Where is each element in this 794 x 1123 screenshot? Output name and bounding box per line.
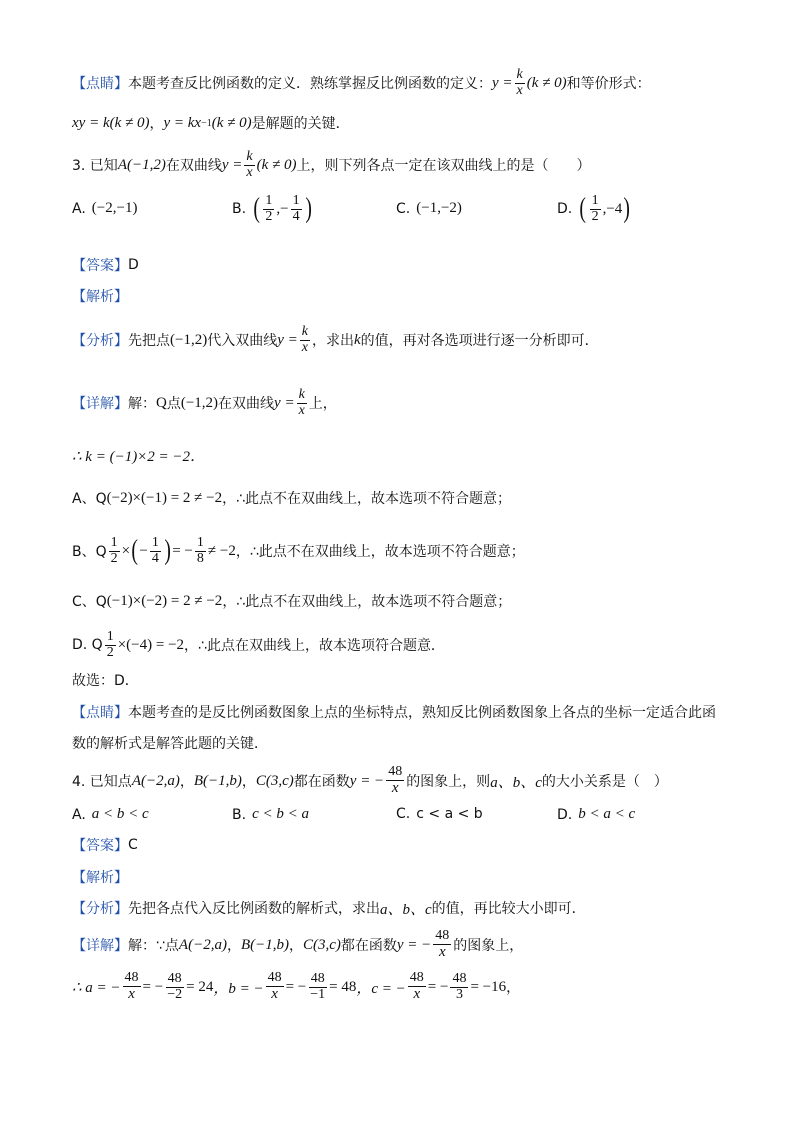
q3-fraction xyxy=(244,150,254,180)
calc-result-a: = 24 xyxy=(186,978,214,995)
frac-den: x xyxy=(271,985,278,1002)
frac-num: 1 xyxy=(292,193,300,208)
note-text-3: 是解题的关键． xyxy=(251,116,350,132)
xiangjie-point-a: A(−2,a) xyxy=(178,936,227,953)
q4-fraction xyxy=(386,765,404,796)
q3-step-c xyxy=(72,586,754,616)
q3-dianjing-1 xyxy=(72,697,754,727)
q4-xiangjie xyxy=(72,926,754,964)
note-text-1: 本题考查反比例函数的定义．熟练掌握反比例函数的定义： xyxy=(128,76,492,92)
frac-den: 2 xyxy=(265,208,273,224)
xiangjie-fraction xyxy=(297,388,307,418)
frac-num: 48 xyxy=(409,970,424,986)
separator: ， xyxy=(149,116,164,132)
equals: = − xyxy=(285,978,307,995)
formula-cond-2: (k ≠ 0) xyxy=(211,114,252,131)
note-text-2: 和等价形式： xyxy=(566,76,651,92)
xiangjie-text-a: 解：∵点 xyxy=(128,938,179,954)
option-value: (−2,−1) xyxy=(91,200,138,216)
separator: ， xyxy=(226,938,241,954)
fenxi-text-b: 代入双曲线 xyxy=(207,333,278,349)
equals: = − xyxy=(142,978,164,995)
fenxi-vars: a、b、c xyxy=(380,901,432,918)
not-equal: ≠ −2 xyxy=(207,542,236,559)
step-prefix: C、Q xyxy=(72,594,107,610)
fenxi-point: (−1,2) xyxy=(170,331,208,348)
option-value: c < a < b xyxy=(416,806,483,822)
xiangjie-text-c: 的图象上， xyxy=(453,938,524,954)
frac-den: x xyxy=(413,985,421,1002)
step-math: (−2)×(−1) = 2 ≠ −2 xyxy=(106,489,223,506)
frac-num: 48 xyxy=(388,764,403,780)
q3-dianjing-2 xyxy=(72,728,754,758)
frac-num: 1 xyxy=(196,534,204,550)
formula-cond: (k ≠ 0) xyxy=(526,74,567,91)
fraction xyxy=(263,194,274,224)
q4-option-b xyxy=(232,806,309,823)
xiangjie-tag: 【详解】 xyxy=(72,396,128,412)
q4-fenxi xyxy=(72,893,754,923)
calc-end: ， xyxy=(506,980,521,996)
q3-step-a xyxy=(72,483,754,513)
frac-den: x xyxy=(246,164,253,180)
option-value: (−1,−2) xyxy=(416,200,462,216)
left-paren: ( xyxy=(131,535,139,566)
option-value: c < b < a xyxy=(252,806,309,822)
xiangjie-text-a: 解： xyxy=(128,396,156,412)
step-k: ∴ k = (−1)×2 = −2． xyxy=(72,448,206,465)
q3-option-d xyxy=(557,194,632,224)
option-label: B. xyxy=(232,201,247,218)
step-prefix: B、Q xyxy=(72,544,107,560)
formula-y: y = xyxy=(492,74,513,91)
frac-den: x xyxy=(391,779,399,796)
fenxi-text-b: 的值，再比较大小即可． xyxy=(431,901,586,917)
answer-tag: 【答案】 xyxy=(72,258,128,274)
q4-option-a xyxy=(72,806,149,823)
formula-kx: y = kx xyxy=(163,114,202,131)
option-label: D. xyxy=(557,201,573,218)
q4-point-b: B(−1,b) xyxy=(193,772,242,789)
fraction xyxy=(408,971,426,1002)
fraction xyxy=(590,194,601,224)
xiangjie-text-d: 上， xyxy=(308,396,337,412)
times-symbol: × xyxy=(121,542,131,559)
frac-den: 4 xyxy=(151,550,159,566)
answer-value: C xyxy=(128,837,138,853)
frac-den: x xyxy=(128,985,135,1002)
dianjing-text-1: 本题考查的是反比例函数图象上点的坐标特点，熟知反比例函数图象上各点的坐标一定适合此函 xyxy=(128,705,716,721)
calc-c: ，c = − xyxy=(356,980,406,997)
step-math: (−1)×(−2) = 2 ≠ −2 xyxy=(106,592,223,609)
step-prefix: A、Q xyxy=(72,491,107,507)
q3-cond: (k ≠ 0) xyxy=(256,156,297,173)
fraction xyxy=(450,972,468,1002)
q3-option-b xyxy=(232,194,313,224)
because-symbol: Q xyxy=(156,394,167,411)
q4-option-d xyxy=(557,806,635,823)
step-conclusion: ，∴此点不在双曲线上，故本选项不符合题意； xyxy=(222,491,512,507)
fraction xyxy=(291,194,302,224)
q3-answer xyxy=(72,250,754,280)
q4-answer xyxy=(72,830,754,860)
xiangjie-formula-y: y = xyxy=(274,394,295,411)
left-paren: ( xyxy=(579,193,587,225)
formula-xy: xy = k(k ≠ 0) xyxy=(72,114,150,131)
option-label: A. xyxy=(72,200,86,217)
frac-num: 48 xyxy=(167,970,182,986)
note-line-1 xyxy=(72,68,754,98)
fenxi-text-c: ，求出 xyxy=(311,333,354,349)
right-paren: ) xyxy=(164,535,171,566)
separator: ， xyxy=(179,774,194,790)
q3-choose xyxy=(72,665,754,695)
frac-num: k xyxy=(516,66,523,82)
xiangjie-point: (−1,2) xyxy=(180,394,219,411)
calc-result-c: = −16 xyxy=(470,978,507,995)
dianjing-text-2: 数的解析式是解答此题的关键． xyxy=(72,736,268,752)
frac-num: 48 xyxy=(267,970,282,986)
frac-den: x xyxy=(438,943,446,960)
frac-num: k xyxy=(301,323,308,339)
analysis-tag: 【解析】 xyxy=(72,289,128,305)
fraction xyxy=(109,536,120,566)
fraction xyxy=(150,536,161,566)
xiangjie-point-b: B(−1,b) xyxy=(240,936,289,953)
fenxi-formula-y: y = xyxy=(277,331,298,348)
analysis-tag: 【解析】 xyxy=(72,870,128,886)
xiangjie-tag: 【详解】 xyxy=(72,938,128,954)
answer-tag: 【答案】 xyxy=(72,838,128,854)
fraction xyxy=(123,971,141,1002)
choose-text: 故选：D． xyxy=(72,673,139,689)
step-conclusion: ，∴此点在双曲线上，故本选项符合题意． xyxy=(184,638,445,654)
frac-num: 48 xyxy=(452,970,467,986)
frac-num: 1 xyxy=(591,193,599,208)
q3-stem-c: 上，则下列各点一定在该双曲线上的是（ ） xyxy=(296,158,591,174)
step-conclusion: ，∴此点不在双曲线上，故本选项不符合题意； xyxy=(235,544,525,560)
right-paren: ) xyxy=(623,193,631,225)
frac-den: 2 xyxy=(106,644,114,660)
option-label: C. xyxy=(396,200,411,217)
frac-den: 3 xyxy=(455,986,463,1002)
q3-point: A(−1,2) xyxy=(117,156,166,173)
q4-stem-c: 的图象上，则 xyxy=(406,774,491,790)
frac-num: 1 xyxy=(106,628,114,644)
q3-stem-a: 3. 已知 xyxy=(72,158,118,174)
option-value: a < b < c xyxy=(91,806,149,822)
q4-stem-d: 的大小关系是（ ） xyxy=(541,774,668,790)
calc-result-b: = 48 xyxy=(329,978,357,995)
q3-stem xyxy=(72,150,754,180)
q4-calc xyxy=(72,966,754,1008)
equals: = − xyxy=(172,542,193,559)
fenxi-text-a: 先把点 xyxy=(128,333,170,349)
fraction xyxy=(308,972,327,1002)
equals: = − xyxy=(427,978,449,995)
option-label: B. xyxy=(232,806,247,823)
frac-num: k xyxy=(298,386,305,402)
frac-den: 8 xyxy=(196,550,204,566)
frac-den: 4 xyxy=(292,208,300,224)
xiangjie-fraction xyxy=(433,929,451,960)
fenxi-k: k xyxy=(353,331,361,348)
fenxi-text-d: 的值，再对各选项进行逐一分析即可． xyxy=(360,333,599,349)
fenxi-text-a: 先把各点代入反比例函数的解析式，求出 xyxy=(128,901,380,917)
frac-num: 48 xyxy=(124,970,139,986)
note-line-2 xyxy=(72,108,754,138)
q3-fenxi xyxy=(72,325,754,355)
minus-sign: − xyxy=(139,542,148,559)
separator: ， xyxy=(241,774,256,790)
frac-den: x xyxy=(516,82,523,98)
frac-den: −2 xyxy=(167,986,183,1002)
xiangjie-text-b: 点 xyxy=(166,396,181,412)
frac-den: x xyxy=(298,402,305,418)
fraction xyxy=(266,971,284,1002)
frac-num: 1 xyxy=(265,193,273,208)
q3-analysis-label xyxy=(72,281,754,311)
q3-option-c xyxy=(396,200,462,217)
answer-value: D xyxy=(128,257,139,273)
q4-stem-a: 4. 已知点 xyxy=(72,774,132,790)
q4-point-c: C(3,c) xyxy=(255,772,294,789)
fenxi-tag: 【分析】 xyxy=(72,901,128,917)
left-paren: ( xyxy=(253,193,260,225)
xiangjie-formula-y: y = − xyxy=(396,936,432,953)
q4-vars: a、b、c xyxy=(490,774,542,791)
step-prefix: D. Q xyxy=(72,637,103,653)
q3-xiangjie xyxy=(72,388,754,418)
frac-den: −1 xyxy=(310,986,326,1002)
q4-analysis-label xyxy=(72,862,754,892)
right-paren: ) xyxy=(305,193,312,225)
q3-step-b xyxy=(72,530,754,572)
fraction xyxy=(105,630,116,660)
q3-step-d xyxy=(72,624,754,666)
dianjing-tag: 【点睛】 xyxy=(72,705,128,721)
frac-den: 2 xyxy=(110,550,118,566)
option-label: D. xyxy=(557,806,573,823)
separator: ， xyxy=(288,938,303,954)
q3-step-k xyxy=(72,440,754,470)
frac-num: 1 xyxy=(110,534,118,550)
xiangjie-point-c: C(3,c) xyxy=(302,936,341,953)
xiangjie-text-b: 都在函数 xyxy=(340,938,397,954)
xiangjie-text-c: 在双曲线 xyxy=(218,396,275,412)
q3-stem-b: 在双曲线 xyxy=(165,158,222,174)
frac-num: 1 xyxy=(151,534,159,550)
step-conclusion: ，∴此点不在双曲线上，故本选项不符合题意； xyxy=(222,594,512,610)
option-rest: ,−4 xyxy=(602,200,623,217)
q4-stem-b: 都在函数 xyxy=(293,774,350,790)
q4-point-a: A(−2,a) xyxy=(131,772,180,789)
q4-formula-y: y = − xyxy=(349,772,385,789)
option-label: A. xyxy=(72,806,86,823)
option-label: C. xyxy=(396,806,411,822)
fraction xyxy=(195,536,206,566)
fenxi-fraction xyxy=(300,325,310,355)
q3-formula-y: y = xyxy=(221,156,243,173)
option-sep: ,− xyxy=(276,200,289,217)
note-tag: 【点睛】 xyxy=(72,76,128,92)
fraction-k-over-x xyxy=(515,68,525,98)
frac-den: 2 xyxy=(591,208,599,224)
frac-num: k xyxy=(246,148,253,164)
fraction xyxy=(165,972,184,1002)
fenxi-tag: 【分析】 xyxy=(72,333,128,349)
option-value: b < a < c xyxy=(578,806,636,822)
calc-a: ∴ a = − xyxy=(72,979,121,996)
q4-option-c xyxy=(396,806,483,822)
step-math: ×(−4) = −2 xyxy=(117,636,185,653)
calc-b: ，b = − xyxy=(213,980,264,997)
q3-option-a xyxy=(72,200,137,217)
frac-num: 48 xyxy=(310,970,325,986)
q4-stem xyxy=(72,762,754,800)
superscript: −1 xyxy=(201,117,212,129)
frac-num: 48 xyxy=(435,928,450,944)
frac-den: x xyxy=(301,339,308,355)
